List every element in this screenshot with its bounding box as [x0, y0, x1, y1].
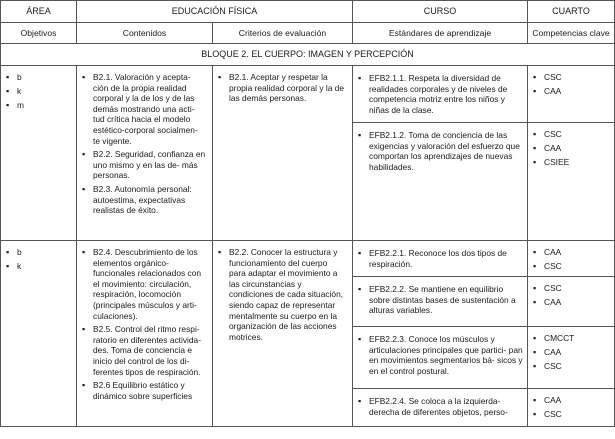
competencias-cell [528, 327, 615, 389]
estandar-cell [353, 241, 528, 277]
header-row [1, 1, 615, 23]
criterio-item: ▪ B2.1. Aceptar y respetar la propia realidad corporal y la de las demás personas. [215, 72, 346, 104]
competencias-cell [528, 277, 615, 327]
estandar-item: ▪ EFB2.2.3. Conoce los músculos y articulaciones principales que partici- pan en movimientos segmentarios bá- sicos y en el control postural. [355, 334, 523, 376]
contenido-item: ▪ B2.3. Autonomía personal: autoestima, expectativas realistas de éxito. [79, 184, 206, 216]
competencias-cell [528, 241, 615, 277]
objetivos-cell [1, 241, 77, 427]
competencias-cell [528, 66, 615, 123]
contenido-item: ▪ B2.6 Equilibrio estático y dinámico sobre superficies [79, 380, 206, 401]
col-objetivos: Objetivos [1, 23, 77, 44]
competencia-item: ▪ CSC [530, 72, 608, 83]
col-estandares: Estándares de aprendizaje [353, 23, 528, 44]
contenido-item: ▪ B2.2. Seguridad, confianza en uno mismo y en las de- más personas. [79, 149, 206, 181]
competencia-item: ▪ CSC [530, 409, 608, 420]
estandar-cell [353, 277, 528, 327]
estandar-item: ▪ EFB2.1.2. Toma de conciencia de las exigencias y valoración del esfuerzo que comportan los aprendizajes de nuevas habilidades. [355, 130, 523, 172]
competencias-cell [528, 389, 615, 427]
col-contenidos: Contenidos [77, 23, 213, 44]
objetivos-cell [1, 66, 77, 241]
objetivo-item: ▪ b [3, 72, 70, 83]
curso-value: CUARTO [528, 1, 615, 23]
competencias-cell [528, 123, 615, 241]
block-title: BLOQUE 2. EL CUERPO: IMAGEN Y PERCEPCIÓN [1, 44, 615, 66]
objetivo-item: ▪ k [3, 261, 70, 272]
contenidos-cell [77, 66, 213, 241]
competencia-item: ▪ CMCCT [530, 333, 608, 344]
estandar-cell [353, 123, 528, 241]
estandar-cell [353, 66, 528, 123]
competencia-item: ▪ CAA [530, 143, 608, 154]
competencia-item: ▪ CSC [530, 129, 608, 140]
objetivo-item: ▪ b [3, 247, 70, 258]
table-row [1, 241, 615, 277]
criterio-item: ▪ B2.2. Conocer la estructura y funcionamiento del cuerpo para adaptar el movimiento a las circunstancias y condiciones de cada situación, siendo capaz de representar mentalmente su cuerpo en la organización de las acciones motrices. [215, 247, 346, 342]
curso-label: CURSO [353, 1, 528, 23]
objetivo-item: ▪ k [3, 86, 70, 97]
estandar-item: ▪ EFB2.2.4. Se coloca a la izquierda- derecha de diferentes objetos, perso- [355, 396, 523, 417]
column-header-row [1, 23, 615, 44]
competencia-item: ▪ CSC [530, 361, 608, 372]
col-competencias: Competencias clave [528, 23, 615, 44]
block-row [1, 44, 615, 66]
competencia-item: ▪ CSC [530, 283, 608, 294]
area-label: ÁREA [1, 1, 77, 23]
subject-title: EDUCACIÓN FÍSICA [77, 1, 353, 23]
estandar-item: ▪ EFB2.1.1. Respeta la diversidad de realidades corporales y de niveles de competencia motriz entre los niños y niñas de la clase. [355, 73, 523, 115]
competencia-item: ▪ CAA [530, 395, 608, 406]
objetivo-item: ▪ m [3, 100, 70, 111]
competencia-item: ▪ CSC [530, 261, 608, 272]
criterio-cell [213, 66, 353, 241]
competencia-item: ▪ CSIEE [530, 157, 608, 168]
competencia-item: ▪ CAA [530, 297, 608, 308]
contenido-item: ▪ B2.1. Valoración y acepta- ción de la propia realidad corporal y la de los y de las demás mostrando una acti- tud crítica hacia el modelo estético-corporal socialmen- te vigente. [79, 72, 206, 146]
estandar-cell [353, 327, 528, 389]
competencia-item: ▪ CAA [530, 247, 608, 258]
criterio-cell [213, 241, 353, 427]
contenido-item: ▪ B2.5. Control del ritmo respi- ratorio en diferentes activida- des. Toma de conciencia e inicio del control de los di- ferentes tipos de respiración. [79, 324, 206, 377]
col-criterios: Criterios de evaluación [213, 23, 353, 44]
competencia-item: ▪ CAA [530, 347, 608, 358]
estandar-cell [353, 389, 528, 427]
competencia-item: ▪ CAA [530, 86, 608, 97]
estandar-item: ▪ EFB2.2.2. Se mantiene en equilibrio sobre distintas bases de sustentación a alturas variables. [355, 284, 523, 316]
contenidos-cell [77, 241, 213, 427]
table-row [1, 66, 615, 123]
contenido-item: ▪ B2.4. Descubrimiento de los elementos orgánico- funcionales relacionados con el movimiento: circulación, respiración, locomoción (principales músculos y arti- culaciones). [79, 247, 206, 321]
estandar-item: ▪ EFB2.2.1. Reconoce los dos tipos de respiración. [355, 248, 523, 269]
